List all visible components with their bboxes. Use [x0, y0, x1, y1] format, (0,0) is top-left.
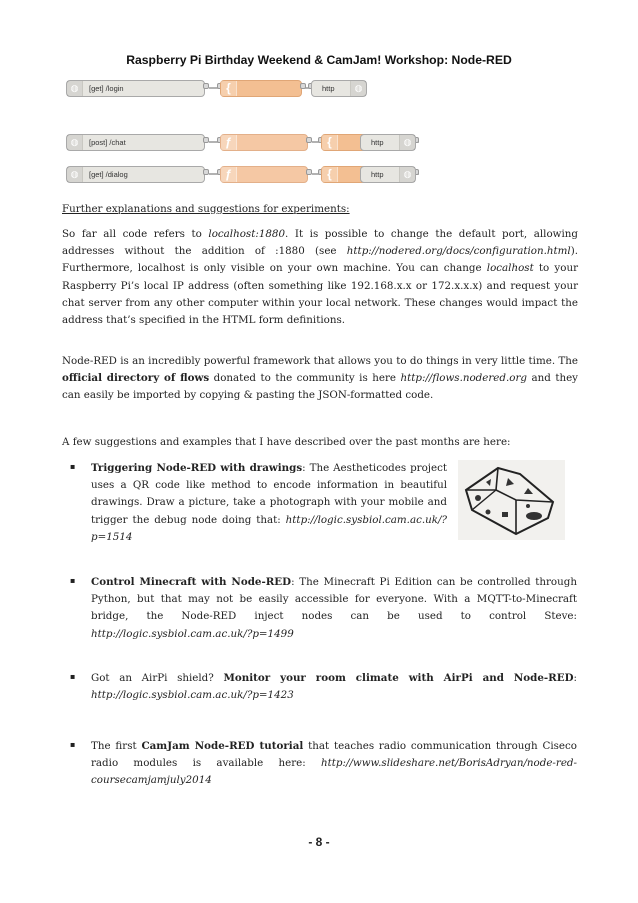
- http-in-node-dialog[interactable]: ◍ [get] /dialog: [66, 166, 205, 183]
- bullet-marker: ▪: [70, 672, 76, 681]
- template-icon: {: [322, 135, 338, 150]
- http-response-node-chat[interactable]: http ◍: [360, 134, 416, 151]
- globe-icon: ◍: [67, 167, 83, 182]
- link-p1423[interactable]: http://logic.sysbiol.cam.ac.uk/?p=1423: [91, 689, 294, 702]
- http-response-node[interactable]: http ◍: [311, 80, 367, 97]
- page-header-title: Raspberry Pi Birthday Weekend & CamJam! Workshop: Node-RED: [126, 53, 512, 67]
- paragraph-flows-directory: Node-RED is an incredibly powerful framework that allows you to do things in very little time. The official directory of flows donated to the community is here http://flows.nodered.org and they can easily be imported by copying & pasting the JSON-formatted code.: [62, 355, 578, 402]
- globe-icon: ◍: [350, 81, 366, 96]
- flows-link[interactable]: http://flows.nodered.org: [400, 372, 527, 385]
- http-response-node-dialog[interactable]: http ◍: [360, 166, 416, 183]
- section-heading: Further explanations and suggestions for experiments:: [62, 203, 350, 215]
- aestheticodes-drawing-image: [458, 460, 565, 540]
- output-port[interactable]: [203, 169, 209, 175]
- output-port[interactable]: [203, 137, 209, 143]
- globe-icon: ◍: [399, 135, 415, 150]
- http-in-node-login[interactable]: ◍ [get] /login: [66, 80, 205, 97]
- function-icon: ƒ: [221, 167, 237, 182]
- paragraph-suggestions-intro: A few suggestions and examples that I have described over the past months are here:: [62, 436, 511, 448]
- paragraph-localhost: So far all code refers to localhost:1880. It is possible to change the default port, allowing addresses without the addition of :1880 (see http://nodered.org/docs/configuration.html). Furthermore, localhost is only visible on your own machine. You can change localhost to your Raspberry Pi’s local IP address (often something like 192.168.x.x or 172.x.x.x) and request your chat server from any other computer within your local network. These changes would impact the address that’s specified in the HTML form definitions.: [62, 228, 578, 327]
- globe-icon: ◍: [67, 81, 83, 96]
- bullet-airpi: Got an AirPi shield? Monitor your room climate with AirPi and Node-RED: http://logic.sysbiol.cam.ac.uk/?p=1423: [91, 672, 577, 702]
- bullet-minecraft: Control Minecraft with Node-RED: The Minecraft Pi Edition can be controlled through Python, but that may not be easily accessible for everyone. With a MQTT-to-Minecraft bridge, the Node-RED inject nodes can be used to control Steve: http://logic.sysbiol.cam.ac.uk/?p=1499: [91, 576, 577, 640]
- bullet-drawings: Triggering Node-RED with drawings: The Aestheticodes project uses a QR code like method to encode information in beautiful drawings. Draw a picture, take a photograph with your mobile and trigger the debug node doing that: http://logic.sysbiol.cam.ac.uk/?p=1514: [91, 462, 447, 543]
- globe-icon: ◍: [399, 167, 415, 182]
- output-port[interactable]: [300, 83, 306, 89]
- flow-login: [62, 78, 422, 104]
- page-number: - 8 -: [308, 835, 330, 849]
- bullet-marker: ▪: [70, 462, 76, 471]
- function-node[interactable]: [220, 134, 308, 151]
- bullet-marker: ▪: [70, 740, 76, 749]
- link-slideshare[interactable]: http://www.slideshare.net/BorisAdryan/node-red-coursecamjamjuly2014: [91, 757, 577, 787]
- link-p1514[interactable]: http://logic.sysbiol.cam.ac.uk/?p=1514: [91, 513, 447, 543]
- bullet-marker: ▪: [70, 576, 76, 585]
- bullet-camjam-tutorial: The first CamJam Node-RED tutorial that teaches radio communication through Ciseco radio modules is available here: http://www.slideshare.net/BorisAdryan/node-red-coursecamjamjuly2014: [91, 740, 577, 787]
- function-icon: ƒ: [221, 135, 237, 150]
- template-icon: {: [221, 81, 237, 96]
- template-node[interactable]: [220, 80, 302, 97]
- link-p1499[interactable]: http://logic.sysbiol.cam.ac.uk/?p=1499: [91, 627, 294, 640]
- output-port[interactable]: [306, 137, 312, 143]
- output-port[interactable]: [203, 83, 209, 89]
- function-node[interactable]: [220, 166, 308, 183]
- output-port[interactable]: [306, 169, 312, 175]
- globe-icon: ◍: [67, 135, 83, 150]
- http-in-node-chat[interactable]: ◍ [post] /chat: [66, 134, 205, 151]
- template-icon: {: [322, 167, 338, 182]
